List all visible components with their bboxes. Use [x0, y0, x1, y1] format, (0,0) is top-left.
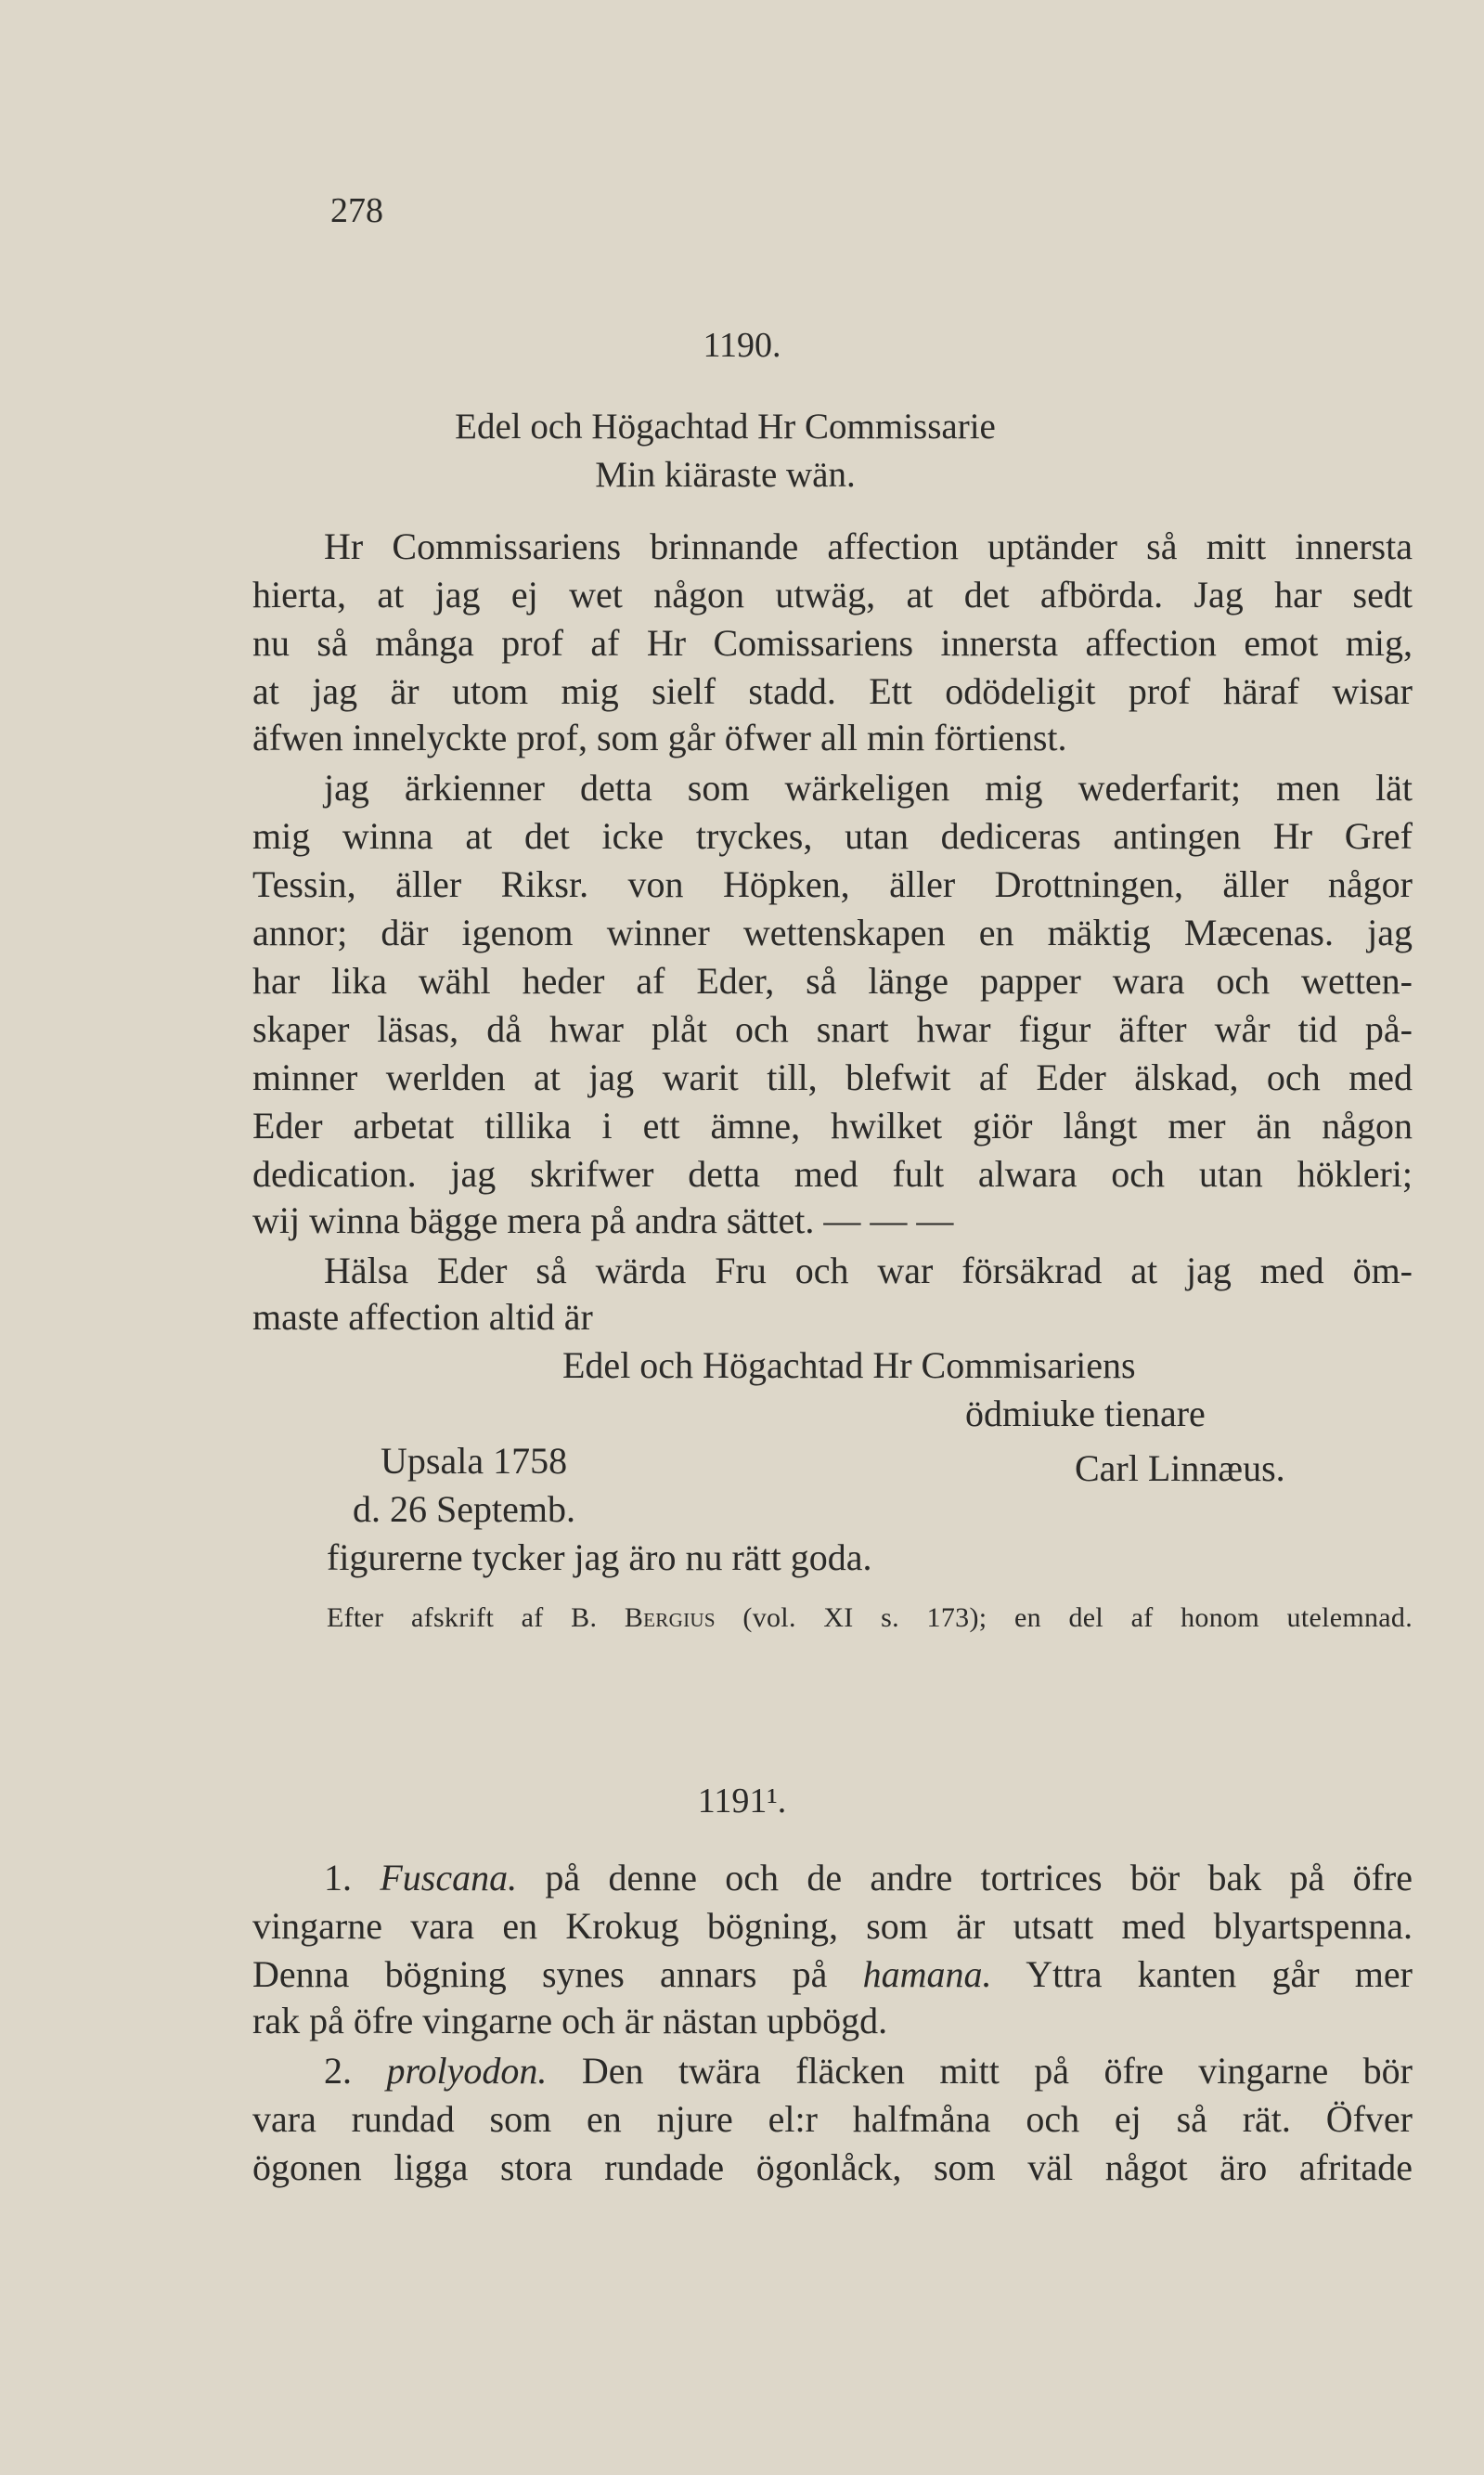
source-note-text: (vol. XI s. 173); en del af honom utelemnad.: [715, 1602, 1413, 1633]
source-note-text: Efter afskrift af B.: [327, 1602, 625, 1633]
body-line: maste affection altid är: [252, 1296, 593, 1338]
body-line: jag ärkienner detta som wärkeligen mig wederfarit; men lät: [324, 767, 1413, 809]
signature: Carl Linnæus.: [1075, 1447, 1285, 1489]
body-line: [324, 2047, 1413, 2095]
body-line: Hälsa Eder så wärda Fru och war försäkrad at jag med öm-: [324, 1250, 1413, 1291]
body-line: ögonen ligga stora rundade ögonlåck, som väl något äro afritade: [252, 2146, 1413, 2188]
closing-line: Edel och Högachtad Hr Commisariens: [562, 1344, 1136, 1386]
postscript: figurerne tycker jag äro nu rätt goda.: [327, 1536, 872, 1578]
letter-place: Upsala 1758: [381, 1440, 568, 1482]
body-line: Eder arbetat tillika i ett ämne, hwilket giör långt mer än någon: [252, 1105, 1413, 1147]
body-line: hierta, at jag ej wet någon utwäg, at det afbörda. Jag har sedt: [252, 574, 1413, 616]
letter-number: 1191¹.: [697, 1782, 787, 1821]
body-line: har lika wähl heder af Eder, så länge papper wara och wetten-: [252, 960, 1413, 1002]
body-text: Denna bögning synes annars på: [252, 1953, 863, 1995]
body-text: på denne och de andre tortrices bör bak på öfre: [517, 1857, 1413, 1898]
body-line: wij winna bägge mera på andra sättet. — — —: [252, 1199, 954, 1241]
body-line: rak på öfre vingarne och är nästan upbögd.: [252, 2000, 888, 2041]
page-number: 278: [330, 191, 383, 230]
closing-title: ödmiuke tienare: [965, 1393, 1206, 1434]
body-line: annor; där igenom winner wettenskapen en mäktig Mæcenas. jag: [252, 912, 1413, 953]
source-author: Bergius: [624, 1602, 716, 1633]
body-line: at jag är utom mig sielf stadd. Ett odödeligit prof häraf wisar: [252, 670, 1413, 712]
body-text: Den twära fläcken mitt på öfre vingarne bör: [547, 2050, 1413, 2092]
body-line: äfwen innelyckte prof, som går öfwer all min förtienst.: [252, 717, 1067, 758]
body-line: Tessin, äller Riksr. von Höpken, äller Drottningen, äller någor: [252, 863, 1413, 905]
salutation-line: Min kiäraste wän.: [595, 455, 856, 495]
body-line: minner werlden at jag warit till, blefwit af Eder älskad, och med: [252, 1056, 1413, 1098]
letter-date: d. 26 Septemb.: [353, 1488, 575, 1530]
body-line: Hr Commissariens brinnande affection uptänder så mitt innersta: [324, 525, 1413, 567]
body-line: mig winna at det icke tryckes, utan dediceras antingen Hr Gref: [252, 815, 1413, 857]
body-line: skaper läsas, då hwar plåt och snart hwar figur äfter wår tid på-: [252, 1008, 1413, 1050]
body-line: vara rundad som en njure el:r halfmåna och ej så rät. Öfver: [252, 2098, 1413, 2140]
salutation-line: Edel och Högachtad Hr Commissarie: [455, 407, 996, 447]
item-number: 1.: [324, 1857, 352, 1898]
body-line: dedication. jag skrifwer detta med fult alwara och utan hökleri;: [252, 1153, 1413, 1195]
body-line: [252, 1950, 1413, 1999]
body-text: Yttra kanten går mer: [991, 1953, 1413, 1995]
item-number: 2.: [324, 2050, 352, 2092]
body-line: nu så många prof af Hr Comissariens innersta affection emot mig,: [252, 622, 1413, 664]
body-line: vingarne vara en Krokug bögning, som är utsatt med blyartspenna.: [252, 1905, 1413, 1947]
species-name: hamana.: [862, 1953, 992, 1995]
species-name: Fuscana.: [380, 1857, 518, 1898]
letter-number: 1190.: [703, 326, 781, 365]
body-line: [324, 1854, 1413, 1902]
source-note: [327, 1602, 1413, 1634]
species-name: prolyodon.: [386, 2050, 548, 2092]
